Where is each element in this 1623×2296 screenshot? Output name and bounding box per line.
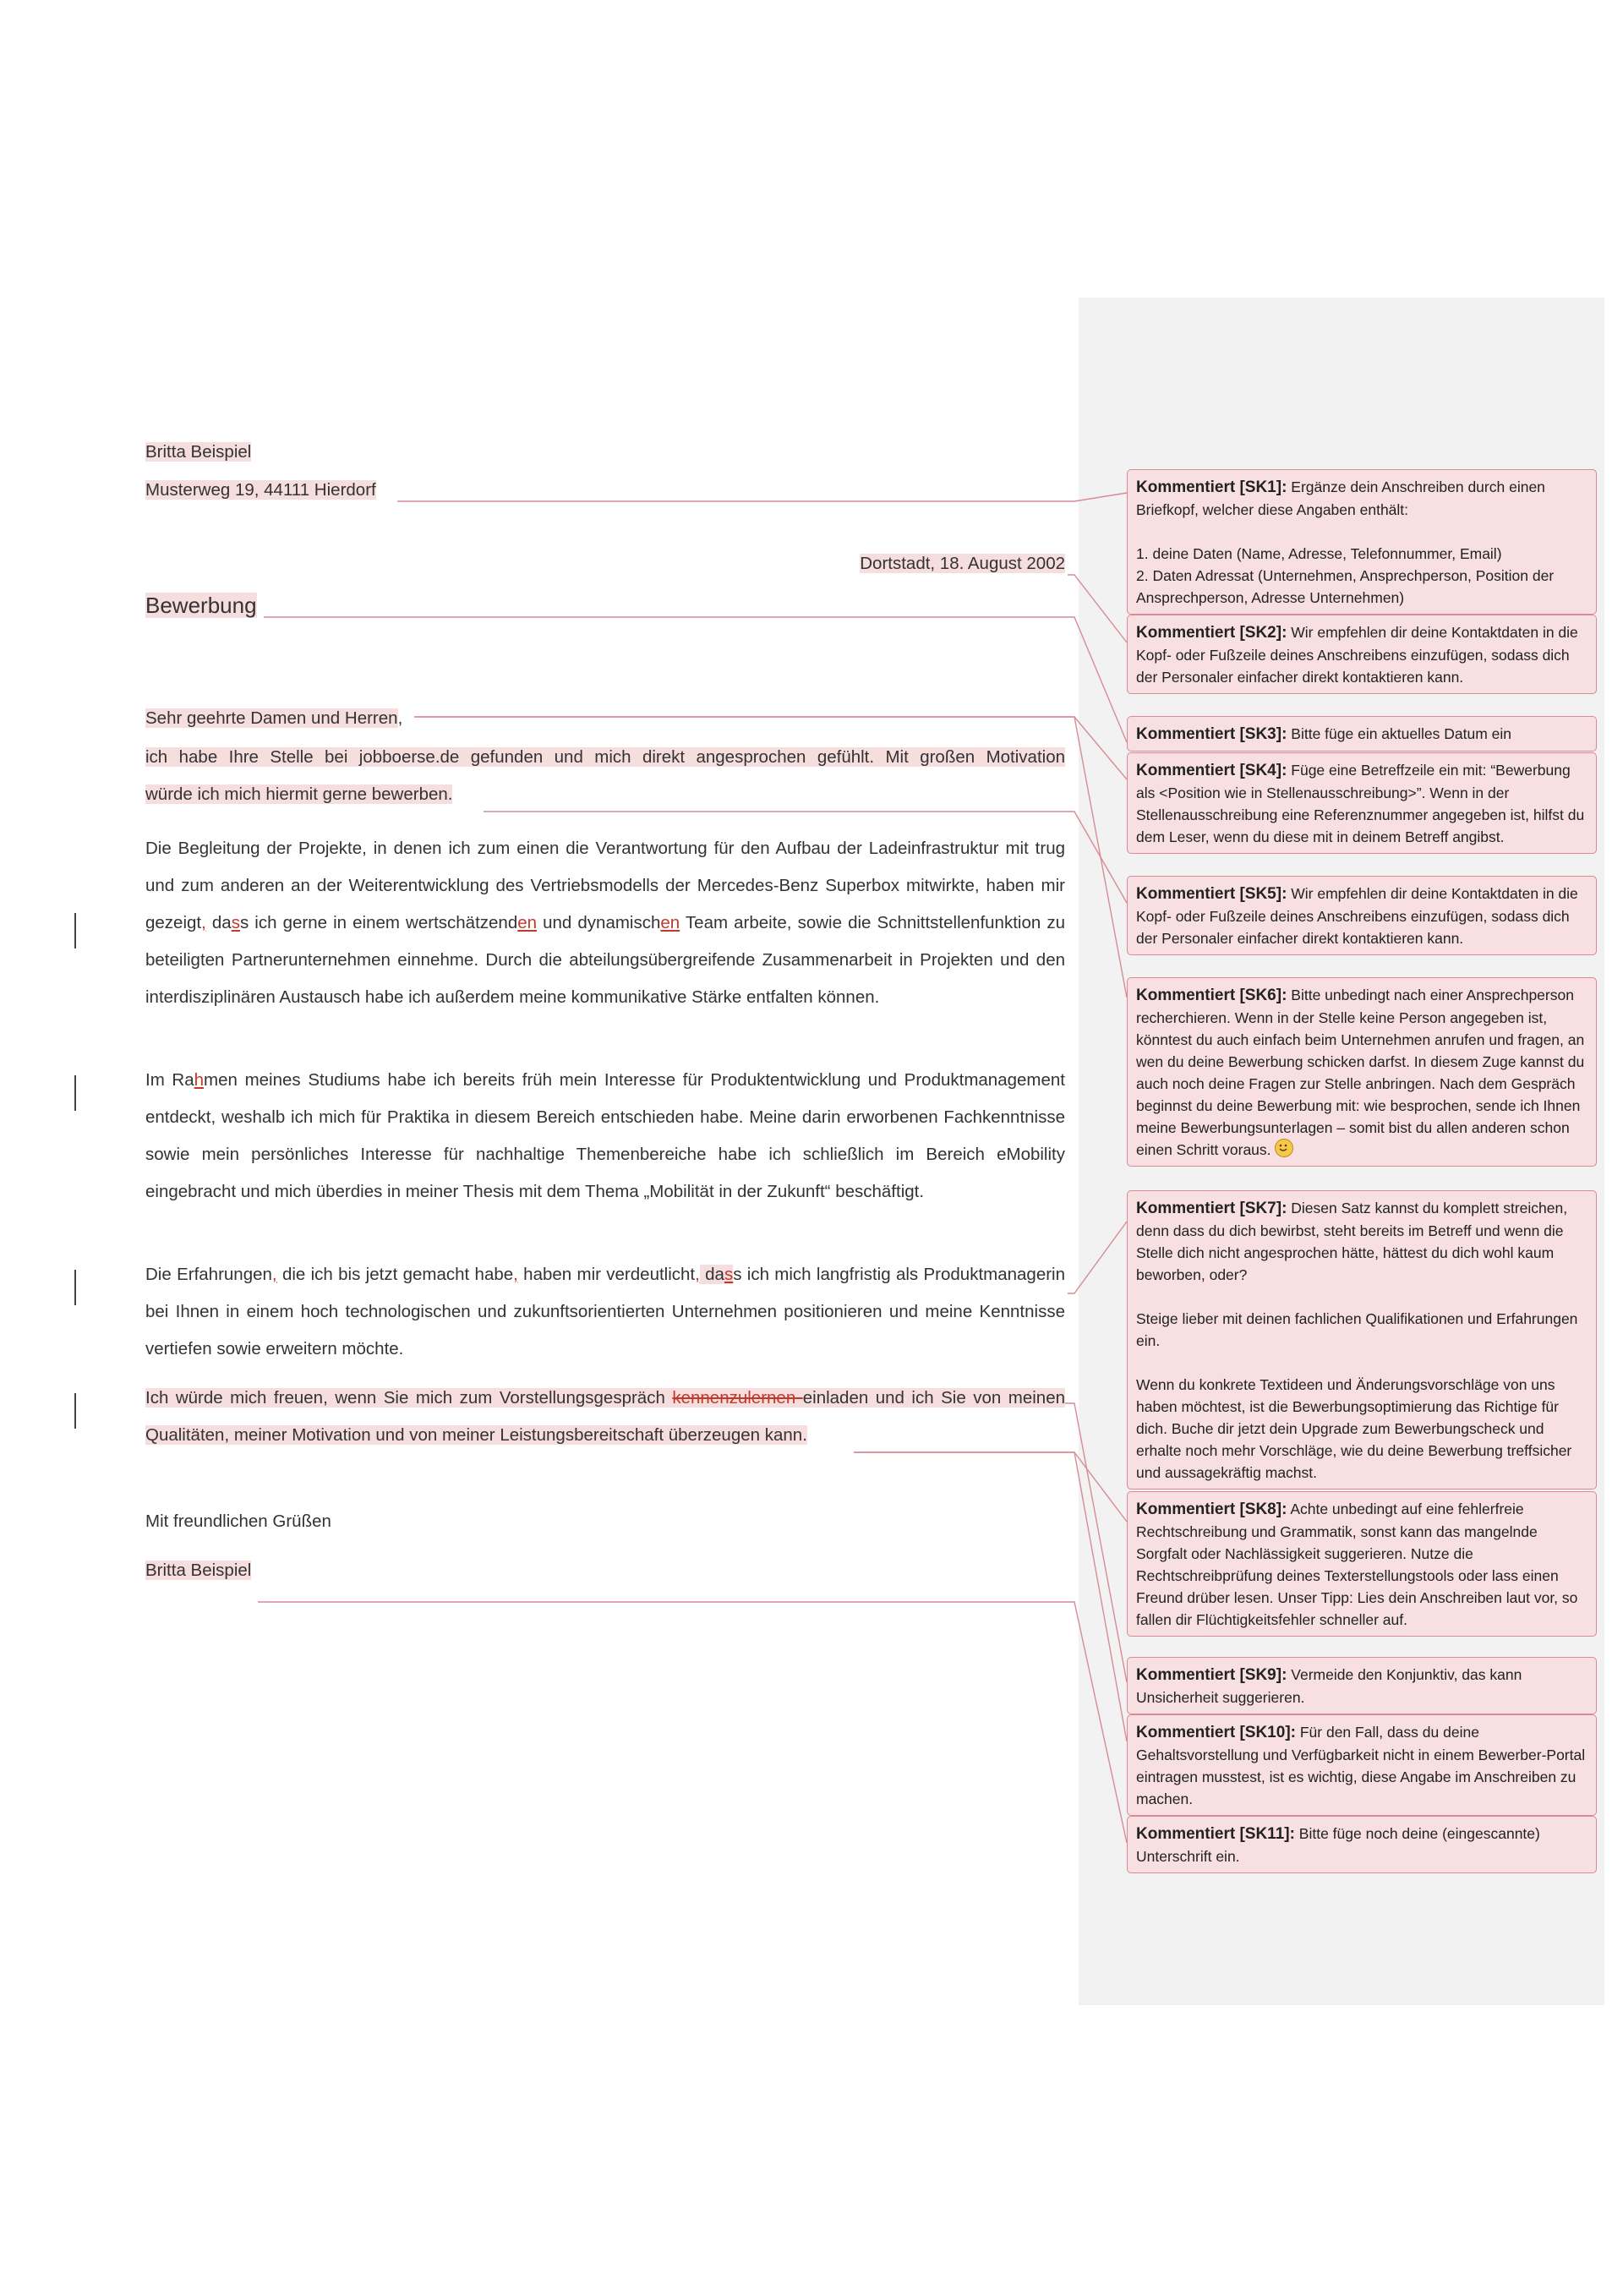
- comment-sk4[interactable]: Kommentiert [SK4]: Füge eine Betreffzeile ein mit: “Bewerbung als <Position wie in Stellenausschreibung>”. Wenn in der Stellenausschreibung eine Referenznummer angegeben ist, hilfst du dem Leser, wenn du diese mit in deinem Betreff angibst.: [1127, 752, 1597, 854]
- letter-date: Dortstadt, 18. August 2002: [860, 554, 1065, 573]
- connector-sk11: [258, 1602, 1127, 1843]
- comment-sk7[interactable]: Kommentiert [SK7]: Diesen Satz kannst du komplett streichen, denn dass du dich bewirbst, steht bereits im Betreff und wenn die Stelle dich nicht angesprochen hätte, hättest du dich wohl kaum beworben, oder? Steige lieber mit deinen fachlichen Qualifikationen und Erfahrungen ein. Wenn du konkrete Textideen und Änderungsvorschläge von uns haben möchtest, ist die Bewerbungsoptimierung das Richtige für dich. Buche dir jetzt dein Upgrade zum Bewerbungscheck und erhalte noch mehr Vorschläge, wie du deine Bewerbung treffsicher und aussagekräftig machst.: [1127, 1190, 1597, 1490]
- comment-sk11[interactable]: Kommentiert [SK11]: Bitte füge noch deine (eingescannte) Unterschrift ein.: [1127, 1816, 1597, 1873]
- comment-sk1[interactable]: Kommentiert [SK1]: Ergänze dein Anschreiben durch einen Briefkopf, welcher diese Angaben enthält: 1. deine Daten (Name, Adresse, Telefonnummer, Email) 2. Daten Adressat (Unternehmen, Ansprechperson, Position der Ansprechperson, Adresse Unternehmen): [1127, 469, 1597, 615]
- comment-sk5[interactable]: Kommentiert [SK5]: Wir empfehlen dir deine Kontaktdaten in die Kopf- oder Fußzeile deines Anschreibens einzufügen, sodass dich der Personaler einfacher direkt kontaktieren kann.: [1127, 876, 1597, 955]
- change-bar: [74, 913, 76, 948]
- closing: Mit freundlichen Grüßen: [145, 1512, 331, 1531]
- paragraph-2: Die Begleitung der Projekte, in denen ich zum einen die Verantwortung für den Aufbau der Ladeinfrastruktur mit trug und zum anderen an der Weiterentwicklung des Vertriebsmodells der Mercedes-Benz Superbox mitwirkte, haben mir gezeigt, dass ich gerne in einem wertschätzenden und dynamischen Team arbeite, sowie die Schnittstellenfunktion zu beteiligten Partnerunternehmen einnehme. Durch die abteilungsübergreifende Zusammenarbeit in Projekten und den interdisziplinären Austausch habe ich außerdem meine kommunikative Stärke entfalten können.: [145, 839, 1065, 1007]
- comment-sk8[interactable]: Kommentiert [SK8]: Achte unbedingt auf eine fehlerfreie Rechtschreibung und Grammatik, sonst kann das mangelnde Sorgfalt oder Nachlässigkeit suggerieren. Nutze die Rechtschreibprüfung deines Texterstellungstools oder lass einen Freund drüber lesen. Unser Tipp: Lies dein Anschreiben laut vor, so fallen dir Flüchtigkeitsfehler schneller auf.: [1127, 1491, 1597, 1637]
- change-bar: [74, 1075, 76, 1111]
- paragraph-3: Im Rahmen meines Studiums habe ich bereits früh mein Interesse für Produktentwicklung und Produktmanagement entdeckt, weshalb ich mich für Praktika in diesem Bereich entschieden habe. Meine darin erworbenen Fachkenntnisse sowie mein persönliches Interesse für nachhaltige Themenbereiche habe ich schließlich im Bereich eMobility eingebracht und mich überdies in meiner Thesis mit dem Thema „Mobilität in der Zukunft“ beschäftigt.: [145, 1070, 1065, 1201]
- change-bar: [74, 1270, 76, 1305]
- comment-sk10[interactable]: Kommentiert [SK10]: Für den Fall, dass du deine Gehaltsvorstellung und Verfügbarkeit nicht in einem Bewerber-Portal eintragen musstest, ist es wichtig, diese Angabe im Anschreiben zu machen.: [1127, 1714, 1597, 1816]
- sender-address: Musterweg 19, 44111 Hierdorf: [145, 480, 376, 500]
- paragraph-1: ich habe Ihre Stelle bei jobboerse.de gefunden und mich direkt angesprochen gefühlt. Mit großen Motivation würde ich mich hiermit gerne bewerben.: [145, 747, 1065, 804]
- paragraph-5: Ich würde mich freuen, wenn Sie mich zum Vorstellungsgespräch kennenzulernen einladen und ich Sie von meinen Qualitäten, meiner Motivation und von meiner Leistungsbereitschaft überzeugen kann.: [145, 1388, 1066, 1445]
- comment-sk3[interactable]: Kommentiert [SK3]: Bitte füge ein aktuelles Datum ein: [1127, 716, 1597, 752]
- comment-sk6[interactable]: Kommentiert [SK6]: Bitte unbedingt nach einer Ansprechperson recherchieren. Wenn in der Stelle keine Person angegeben ist, könntest du auch einfach beim Unternehmen anrufen und fragen, an wen du deine Bewerbung schicken darfst. In diesem Zuge kannst du auch noch deine Fragen zur Stelle anbringen. Nach dem Gespräch beginnst du deine Bewerbung mit: wie besprochen, sende ich Ihnen meine Bewerbungsunterlagen – somit bist du allen anderen schon einen Schritt voraus.: [1127, 977, 1597, 1167]
- comment-sk2[interactable]: Kommentiert [SK2]: Wir empfehlen dir deine Kontaktdaten in die Kopf- oder Fußzeile deines Anschreibens einzufügen, sodass dich der Personaler einfacher direkt kontaktieren kann.: [1127, 615, 1597, 694]
- connector-sk1: [397, 493, 1127, 501]
- sender-name: Britta Beispiel: [145, 442, 252, 462]
- smiley-icon: [1275, 1139, 1293, 1157]
- paragraph-4: Die Erfahrungen, die ich bis jetzt gemacht habe, haben mir verdeutlicht, dass ich mich langfristig als Produktmanagerin bei Ihnen in einem hoch technologischen und zukunftsorientierten Unternehmen positionieren und meine Kenntnisse vertiefen sowie erweitern möchte.: [145, 1265, 1065, 1358]
- change-bar: [74, 1393, 76, 1429]
- comment-sk9[interactable]: Kommentiert [SK9]: Vermeide den Konjunktiv, das kann Unsicherheit suggerieren.: [1127, 1657, 1597, 1714]
- subject-line: Bewerbung: [145, 593, 257, 618]
- salutation: Sehr geehrte Damen und Herren,: [145, 708, 403, 728]
- signature: Britta Beispiel: [145, 1561, 252, 1580]
